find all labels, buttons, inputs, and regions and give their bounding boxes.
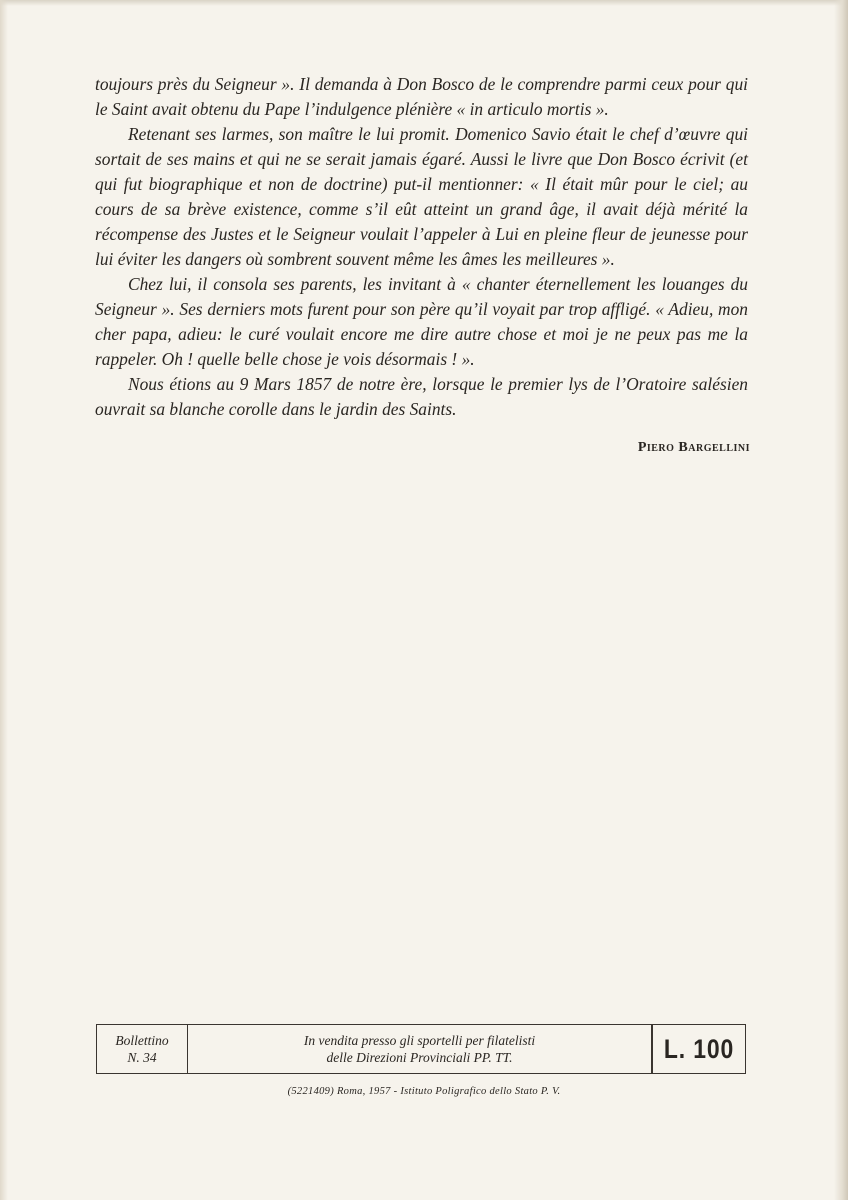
page-edge-shadow-left	[0, 0, 8, 1200]
sale-info-line-1: In vendita presso gli sportelli per filatelisti	[303, 1033, 536, 1048]
price-cell	[660, 1025, 738, 1073]
printer-imprint: (5221409) Roma, 1957 - Istituto Poligrafico dello Stato P. V.	[287, 1086, 561, 1097]
page-edge-shadow-top	[0, 0, 848, 6]
sale-info-cell	[188, 1025, 653, 1073]
page-edge-shadow-right	[834, 0, 848, 1200]
author-signature: Piero Bargellini	[637, 440, 750, 455]
bulletin-label: Bollettino	[115, 1033, 169, 1048]
bulletin-number-cell	[97, 1025, 188, 1073]
bulletin-number: N. 34	[127, 1050, 157, 1065]
paragraph-2: Retenant ses larmes, son maître le lui promit. Domenico Savio était le chef d’œuvre qui sortait de ses mains et qui ne se serait jamais égaré. Aussi le livre que Don Bosco écrivit (et qui fut biographique et non de doctrine) put-il mentionner: « Il était mûr pour le ciel; au cours de sa brève existence, comme s’il eût atteint un grand âge, il avait déjà mérité la récompense des Justes et le Seigneur voulait l’appeler à Lui en pleine fleur de jeunesse pour lui éviter les dangers où sombrent souvent même les âmes les meilleures ».	[95, 124, 748, 269]
price-label: L. 100	[663, 1033, 735, 1064]
footer-info-box	[96, 1024, 746, 1074]
sale-info-line-2: delle Direzioni Provinciali PP. TT.	[326, 1050, 513, 1065]
paragraph-4: Nous étions au 9 Mars 1857 de notre ère, lorsque le premier lys de l’Oratoire salésien ouvrait sa blanche corolle dans le jardin des Saints.	[95, 374, 748, 419]
paragraph-1: toujours près du Seigneur ». Il demanda à Don Bosco de le comprendre parmi ceux pour qui le Saint avait obtenu du Pape l’indulgence plénière « in articulo mortis ».	[95, 74, 748, 119]
paragraph-3: Chez lui, il consola ses parents, les invitant à « chanter éternellement les louanges du Seigneur ». Ses derniers mots furent pour son père qu’il voyait par trop affligé. « Adieu, mon cher papa, adieu: le curé voulait encore me dire autre chose et moi je ne peux pas me la rappeler. Oh ! quelle belle chose je vois désormais ! ».	[95, 274, 748, 369]
article-body	[95, 72, 748, 422]
